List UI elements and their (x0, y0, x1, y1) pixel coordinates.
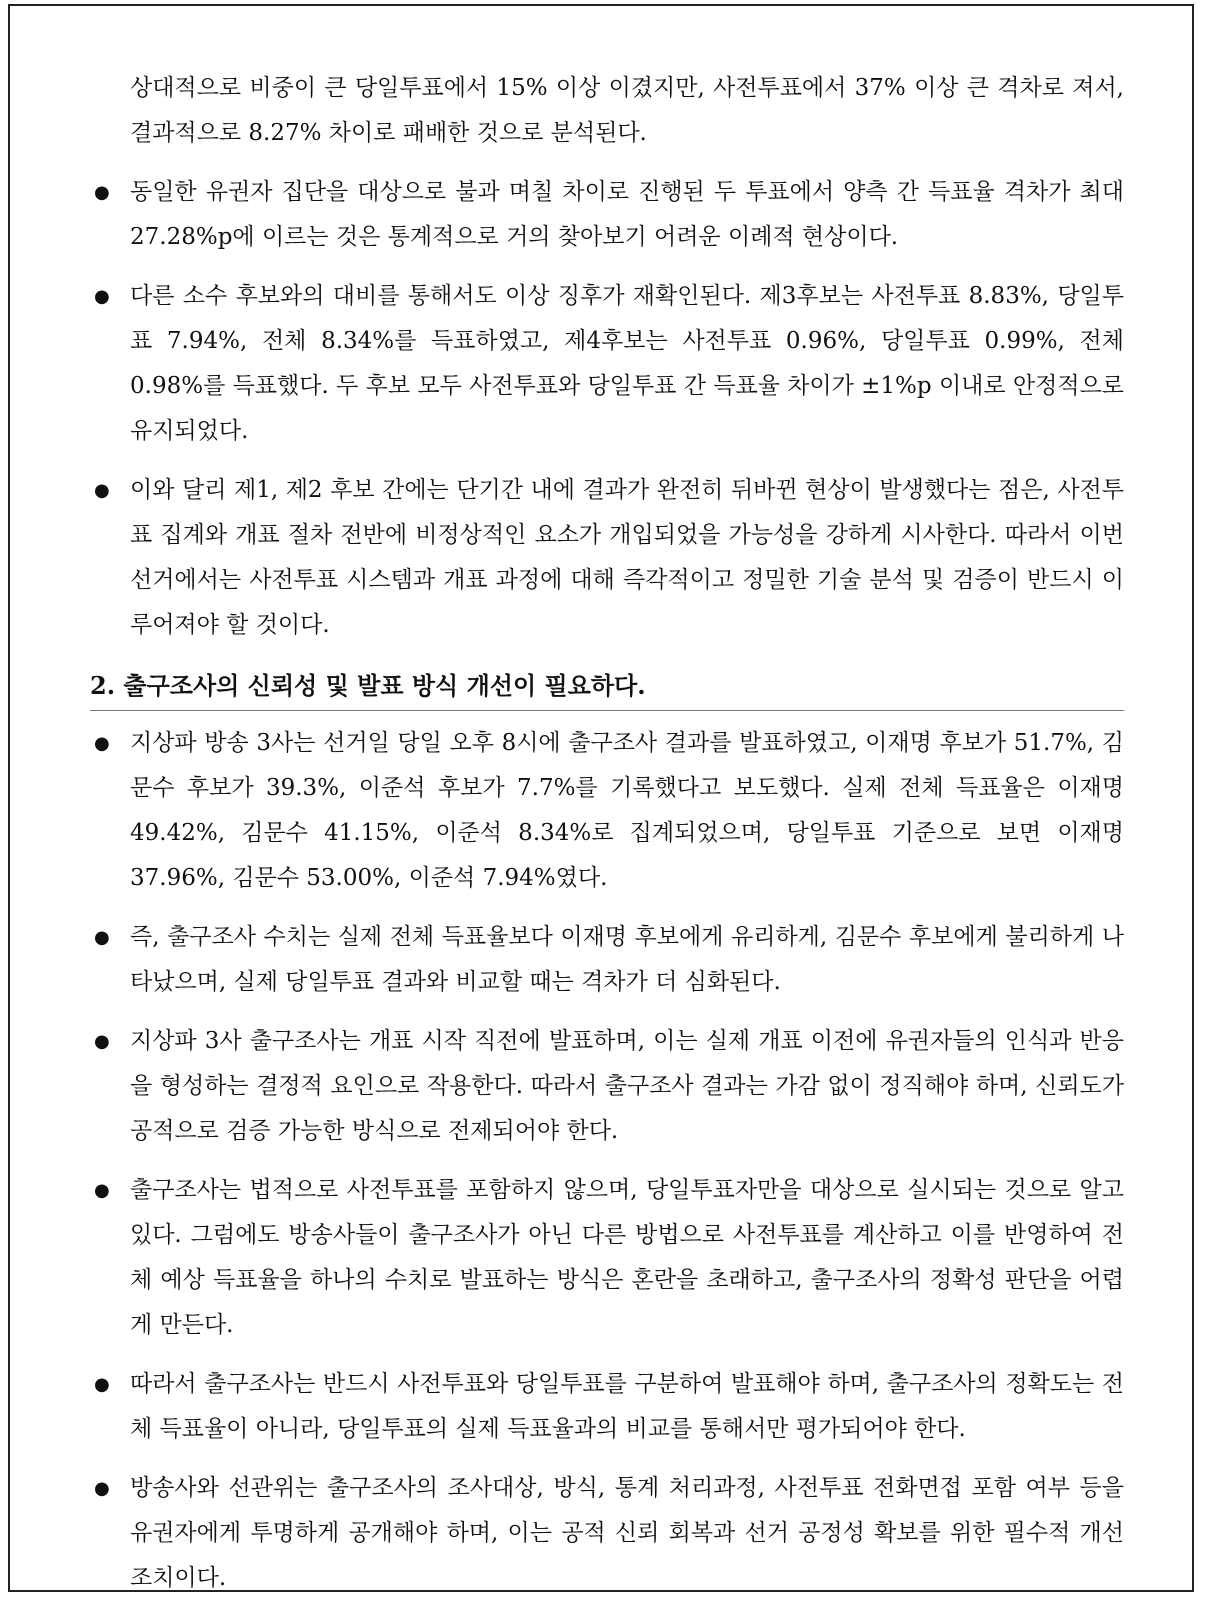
bullet-dot: ● (94, 480, 110, 501)
bullet-dot: ● (94, 733, 110, 754)
bullet-item-2-2 (90, 915, 1124, 1005)
bullet-text: 동일한 유권자 집단을 대상으로 불과 며칠 차이로 진행된 두 투표에서 양측 간 득표율 격차가 최대 27.28%p에 이르는 것은 통계적으로 거의 찾아보기 어려운 이례적 현상이다. (130, 179, 1124, 250)
bullet-dot: ● (94, 182, 110, 203)
bullet-text: 지상파 3사 출구조사는 개표 시작 직전에 발표하며, 이는 실제 개표 이전에 유권자들의 인식과 반응을 형성하는 결정적 요인으로 작용한다. 따라서 출구조사 결과는 가감 없이 정직해야 하며, 신뢰도가 공적으로 검증 가능한 방식으로 전제되어야 한다. (130, 1028, 1124, 1144)
bullet-dot: ● (94, 1478, 110, 1499)
bullet-text: 방송사와 선관위는 출구조사의 조사대상, 방식, 통계 처리과정, 사전투표 전화면접 포함 여부 등을 유권자에게 투명하게 공개해야 하며, 이는 공적 신뢰 회복과 선거 공정성 확보를 위한 필수적 개선 조치이다. (130, 1475, 1124, 1591)
bullet-text: 다른 소수 후보와의 대비를 통해서도 이상 징후가 재확인된다. 제3후보는 사전투표 8.83%, 당일투표 7.94%, 전체 8.34%를 득표하였고, 제4후보는 사전투표 0.96%, 당일투표 0.99%, 전체 0.98%를 득표했다. 두 후보 모두 사전투표와 당일투표 간 득표율 차이가 ±1%p 이내로 안정적으로 유지되었다. (130, 283, 1125, 444)
bullet-text: 출구조사는 법적으로 사전투표를 포함하지 않으며, 당일투표자만을 대상으로 실시되는 것으로 알고 있다. 그럼에도 방송사들이 출구조사가 아닌 다른 방법으로 사전투표를 계산하고 이를 반영하여 전체 예상 득표율을 하나의 수치로 발표하는 방식은 혼란을 초래하고, 출구조사의 정확성 판단을 어렵게 만든다. (130, 1177, 1124, 1338)
bullet-dot: ● (94, 1031, 110, 1052)
document-page (8, 4, 1194, 1592)
bullet-dot: ● (94, 1374, 110, 1395)
bullet-item-2-3 (90, 1019, 1124, 1154)
bullet-item-2-5 (90, 1362, 1124, 1452)
bullet-item-2-6 (90, 1466, 1124, 1601)
continued-paragraph: 상대적으로 비중이 큰 당일투표에서 15% 이상 이겼지만, 사전투표에서 37% 이상 큰 격차로 져서, 결과적으로 8.27% 차이로 패배한 것으로 분석된다. (130, 75, 1124, 146)
bullet-item-1-2 (90, 274, 1124, 454)
bullet-item-2-4 (90, 1168, 1124, 1348)
bullet-text: 지상파 방송 3사는 선거일 당일 오후 8시에 출구조사 결과를 발표하였고, 이재명 후보가 51.7%, 김문수 후보가 39.3%, 이준석 후보가 7.7%를 기록했다고 보도했다. 실제 전체 득표율은 이재명 49.42%, 김문수 41.15%, 이준석 8.34%로 집계되었으며, 당일투표 기준으로 보면 이재명 37.96%, 김문수 53.00%, 이준석 7.94%였다. (130, 730, 1124, 891)
bullet-text: 따라서 출구조사는 반드시 사전투표와 당일투표를 구분하여 발표해야 하며, 출구조사의 정확도는 전체 득표율이 아니라, 당일투표의 실제 득표율과의 비교를 통해서만 평가되어야 한다. (130, 1371, 1124, 1442)
bullet-dot: ● (94, 1180, 110, 1201)
section-2-heading: 2. 출구조사의 신뢰성 및 발표 방식 개선이 필요하다. (90, 666, 1124, 711)
bullet-item-2-1 (90, 721, 1124, 901)
document-body (90, 66, 1124, 1615)
bullet-text: 즉, 출구조사 수치는 실제 전체 득표율보다 이재명 후보에게 유리하게, 김문수 후보에게 불리하게 나타났으며, 실제 당일투표 결과와 비교할 때는 격차가 더 심화된다. (130, 924, 1124, 995)
bullet-item-1-3 (90, 468, 1124, 648)
bullet-item-1-1 (90, 170, 1124, 260)
bullet-text: 이와 달리 제1, 제2 후보 간에는 단기간 내에 결과가 완전히 뒤바뀐 현상이 발생했다는 점은, 사전투표 집계와 개표 절차 전반에 비정상적인 요소가 개입되었을 가능성을 강하게 시사한다. 따라서 이번 선거에서는 사전투표 시스템과 개표 과정에 대해 즉각적이고 정밀한 기술 분석 및 검증이 반드시 이루어져야 할 것이다. (130, 477, 1124, 638)
bullet-dot: ● (94, 286, 110, 307)
bullet-dot: ● (94, 927, 110, 948)
